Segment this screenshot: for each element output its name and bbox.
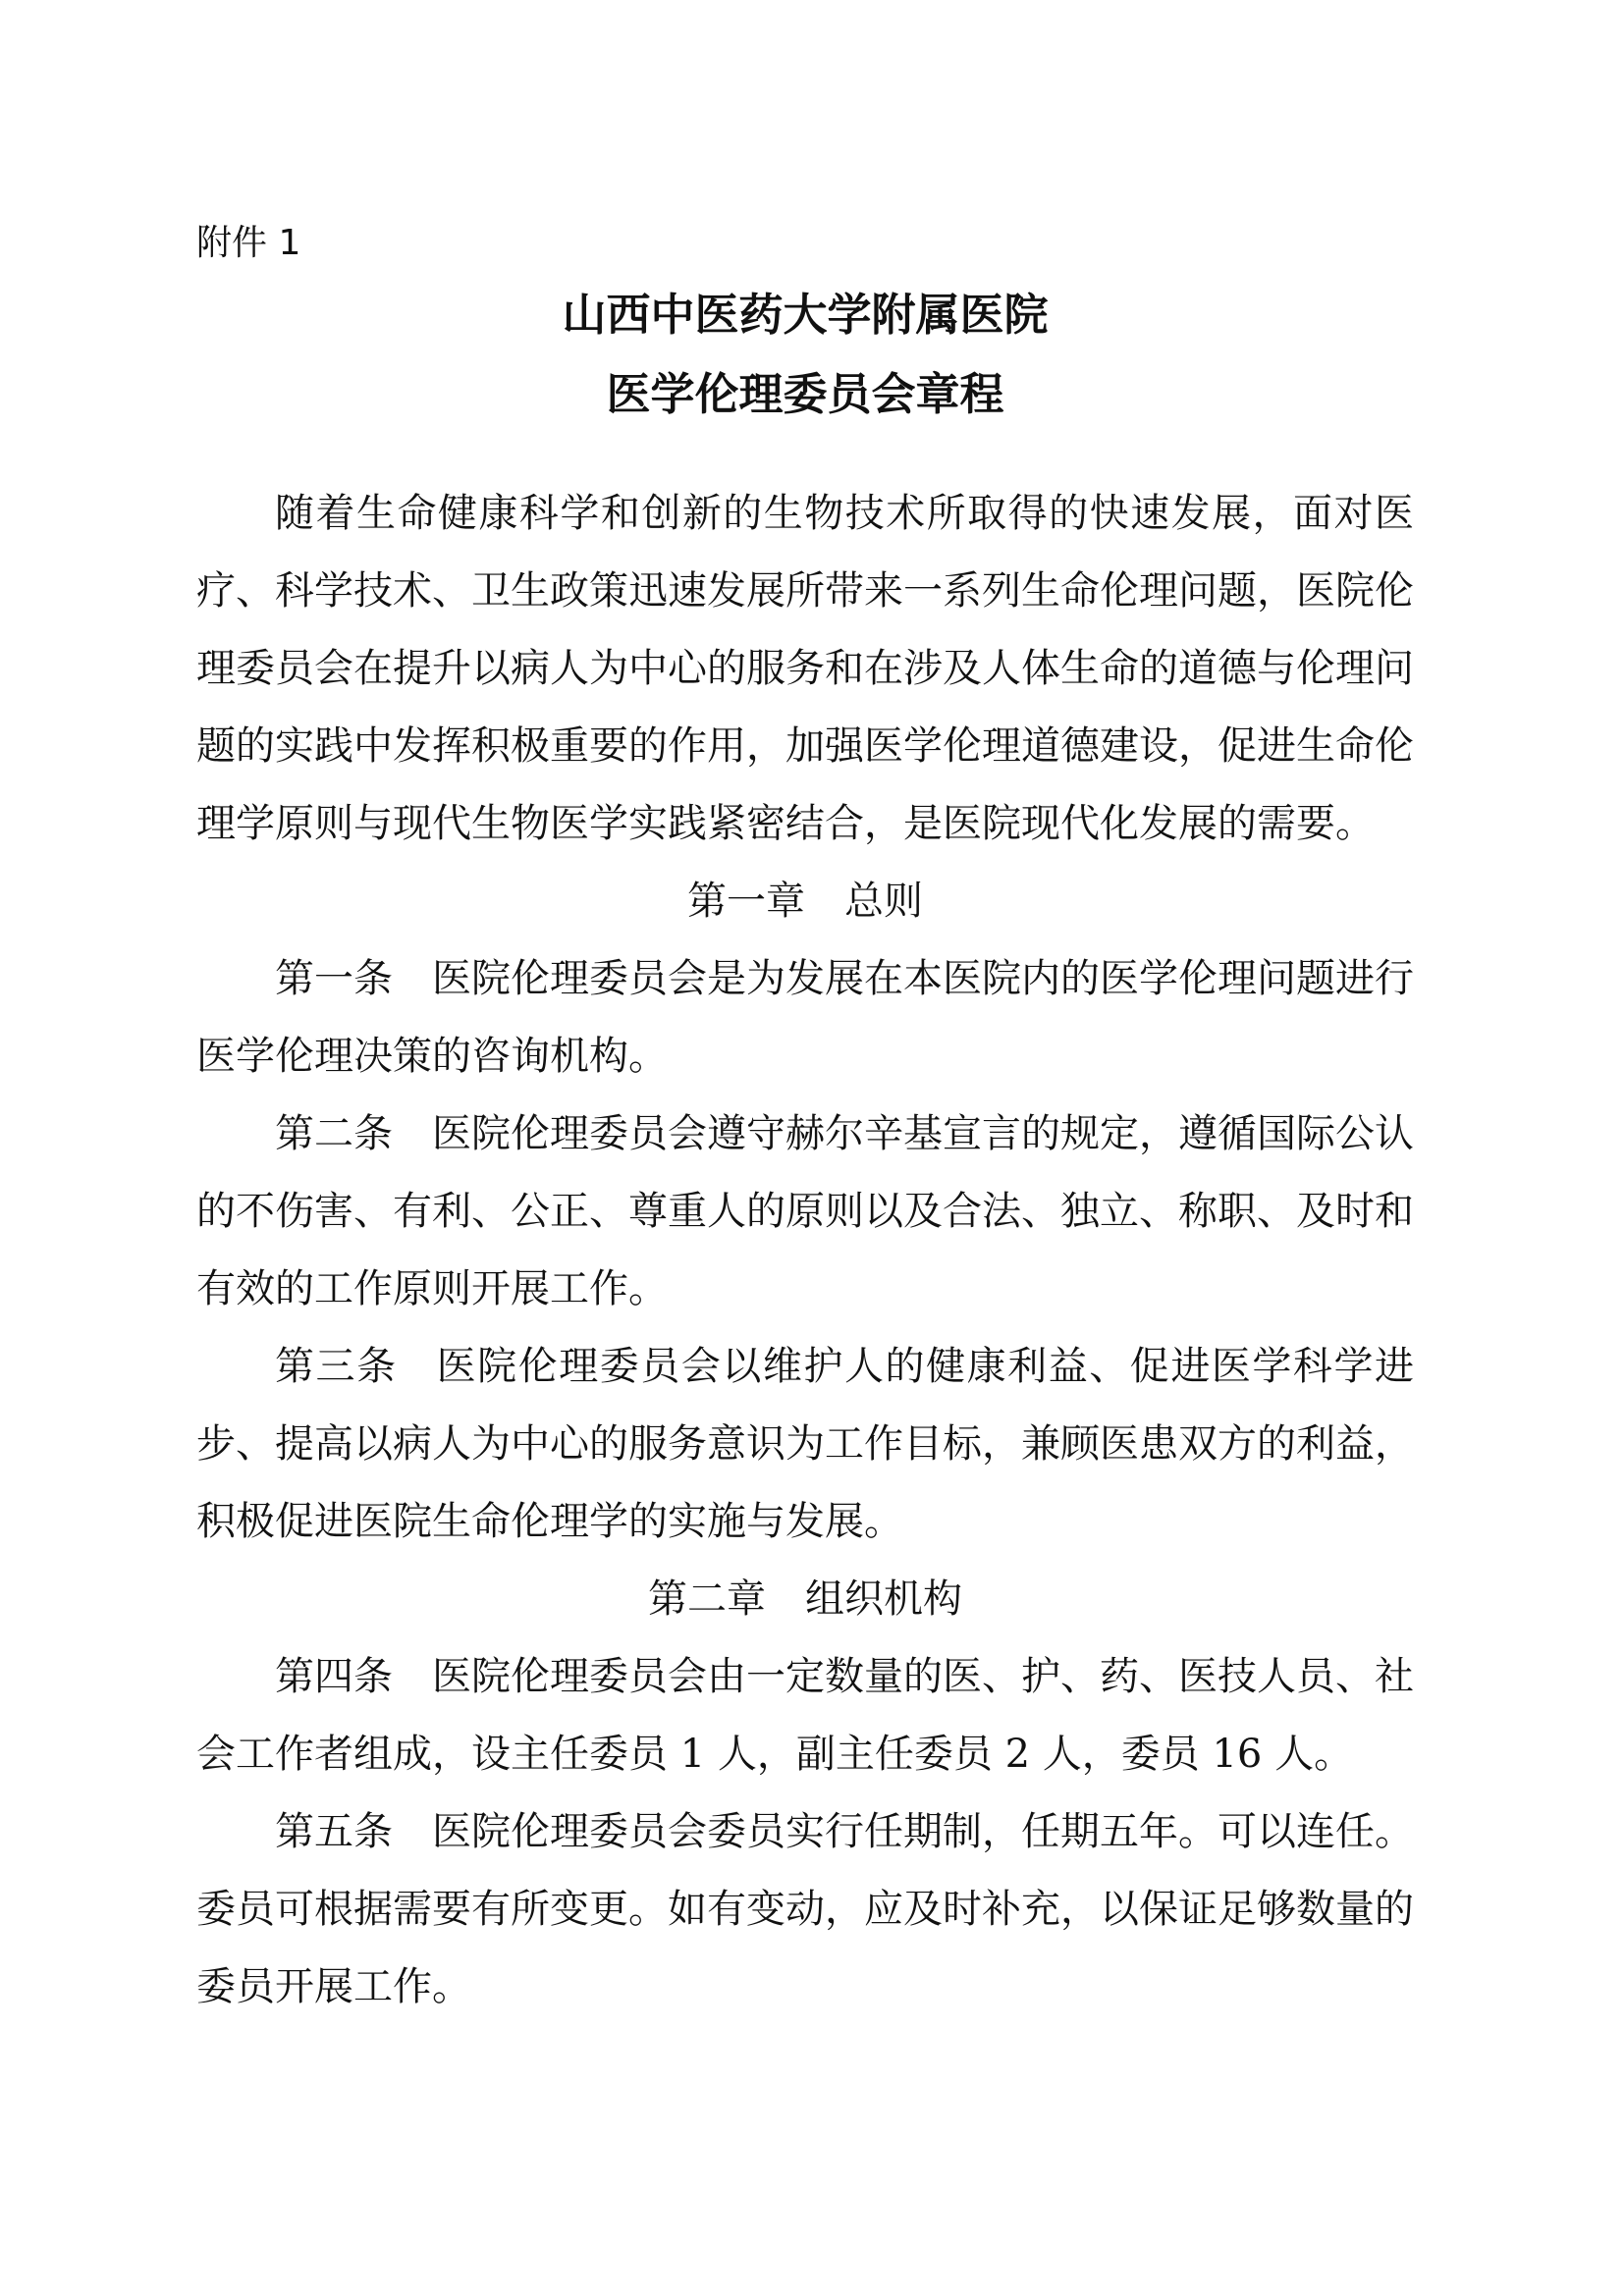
article-label: 第二条 bbox=[275, 1111, 393, 1156]
article-text: 医院伦理委员会以维护人的健康利益、促进医学科学进步、提高以病人为中心的服务意识为工作目标，兼顾医患双方的利益，积极促进医院生命伦理学的实施与发展。 bbox=[196, 1344, 1415, 1544]
preamble-paragraph: 随着生命健康科学和创新的生物技术所取得的快速发展，面对医疗、科学技术、卫生政策迅速发展所带来一系列生命伦理问题，医院伦理委员会在提升以病人为中心的服务和在涉及人体生命的道德与伦理问题的实践中发挥积极重要的作用，加强医学伦理道德建设，促进生命伦理学原则与现代生物医学实践紧密结合，是医院现代化发展的需要。 bbox=[196, 491, 1414, 846]
document-title-line-1: 山西中医药大学附属医院 bbox=[562, 289, 1049, 341]
document-body bbox=[196, 475, 1414, 2026]
article-text: 医院伦理委员会是为发展在本医院内的医学伦理问题进行医学伦理决策的咨询机构。 bbox=[196, 956, 1414, 1079]
article-4 bbox=[196, 1638, 1414, 1793]
chapter-heading-2: 第二章 组织机构 bbox=[648, 1576, 962, 1622]
article-label: 第三条 bbox=[275, 1344, 398, 1389]
annex-label: 附件 1 bbox=[196, 223, 301, 263]
article-text: 医院伦理委员会由一定数量的医、护、药、医技人员、社会工作者组成，设主任委员 1 人，副主任委员 2 人，委员 16 人。 bbox=[196, 1654, 1414, 1777]
article-text: 医院伦理委员会遵守赫尔辛基宣言的规定，遵循国际公认的不伤害、有利、公正、尊重人的原则以及合法、独立、称职、及时和有效的工作原则开展工作。 bbox=[196, 1111, 1414, 1311]
article-3 bbox=[196, 1328, 1414, 1561]
article-2 bbox=[196, 1095, 1414, 1328]
article-text: 医院伦理委员会委员实行任期制，任期五年。可以连任。委员可根据需要有所变更。如有变动，应及时补充，以保证足够数量的委员开展工作。 bbox=[196, 1809, 1414, 2009]
article-5 bbox=[196, 1793, 1414, 2026]
article-label: 第一条 bbox=[275, 956, 393, 1001]
document-title-line-2: 医学伦理委员会章程 bbox=[606, 368, 1004, 420]
article-label: 第五条 bbox=[275, 1809, 393, 1854]
article-label: 第四条 bbox=[275, 1654, 393, 1699]
chapter-heading-1: 第一章 总则 bbox=[687, 879, 923, 924]
article-1 bbox=[196, 940, 1414, 1095]
